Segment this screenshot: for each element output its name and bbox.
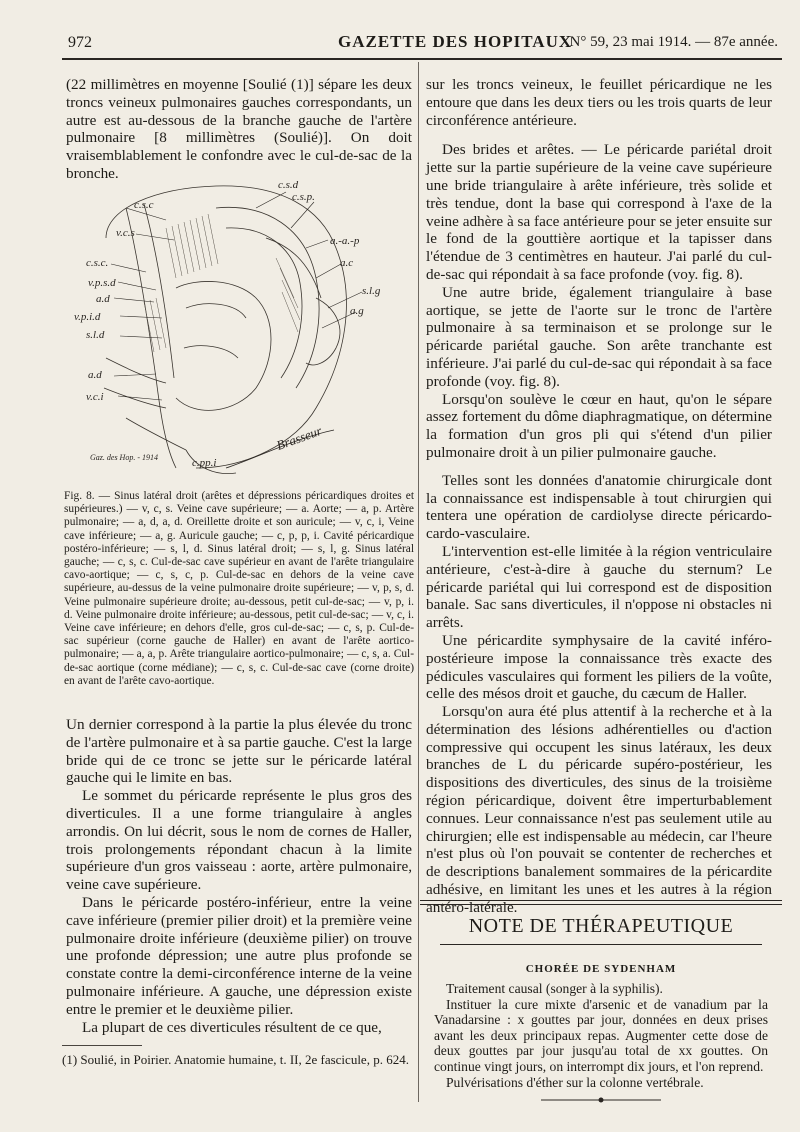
note-title: NOTE DE THÉRAPEUTIQUE xyxy=(468,915,734,937)
column-divider xyxy=(418,62,419,1102)
paragraph: Une autre bride, également triangulaire à base aortique, se jette de l'aorte sur le tronc de l'artère pulmonaire à sa terminaison et se prolonge sur le péricarde pariétal gauche. Son arête tranchante est inférieure. J'ai parlé du cul-de-sac qui répondait à sa face profonde (voy. fig. 8). xyxy=(426,283,772,390)
label-vpsd: v.p.s.d xyxy=(88,277,116,289)
end-ornament xyxy=(420,1096,782,1107)
left-top-paragraph xyxy=(66,76,412,183)
label-ad: a.d xyxy=(96,293,110,305)
paragraph: (22 millimètres en moyenne [Soulié (1)] sépare les deux troncs veineux pulmonaires gauches correspondants, un autre est au-dessous de la branche gauche de l'artère pulmonaire [8 millimètres (Soulié)]. On doit vraisemblablement le confondre avec le cul-de-sac de la bronche. xyxy=(66,76,412,182)
page-number: 972 xyxy=(68,34,92,51)
label-sld: s.l.d xyxy=(86,329,105,341)
right-column-text xyxy=(426,76,772,917)
header-rule xyxy=(62,58,782,60)
label-slg: s.l.g xyxy=(362,285,381,297)
label-ap: a.-a.-p xyxy=(330,235,360,247)
label-vpid: v.p.i.d xyxy=(74,311,101,323)
label-ac: a.c xyxy=(340,257,354,269)
paragraph: Lorsqu'on soulève le cœur en haut, qu'on le sépare assez fortement du dôme diaphragmatique, on détermine la formation d'un gros pli qui s'étend d'un pilier pulmonaire droit à un pilier pulmonaire gauche. xyxy=(426,390,772,461)
heart-illustration xyxy=(66,168,410,484)
label-vcs: v.c.s xyxy=(116,227,135,239)
figure-credit: Gaz. des Hop. - 1914 xyxy=(90,453,158,462)
label-cppi: c.pp.i xyxy=(192,457,217,469)
note-body xyxy=(434,981,768,1090)
label-ad2: a.d xyxy=(88,369,102,381)
paragraph: Telles sont les données d'anatomie chirurgicale dont la connaissance est indispensable à tout chirurgien qui tentera une opération de cardiolyse directe péricardo-cardo-vasculaire. xyxy=(426,471,772,543)
footnote-rule xyxy=(62,1045,142,1046)
paragraph: Le sommet du péricarde représente le plus gros des diverticules. Il a une forme triangulaire à angles arrondis. On lui décrit, sous le nom de cornes de Haller, trois prolongements répondant chacun à la limite supérieure d'un gros vaisseau : aorte, artère pulmonaire, veine cave supérieure. xyxy=(66,787,412,894)
paragraph: sur les troncs veineux, le feuillet péricardique ne les entoure que dans les deux tiers ou les trois quarts de leur circonférence antérieure. xyxy=(426,76,772,129)
journal-title: GAZETTE DES HOPITAUX xyxy=(338,32,573,51)
left-lower-text xyxy=(66,716,412,1036)
label-vci: v.c.i xyxy=(86,391,104,403)
artist-signature: Brasseur xyxy=(274,422,324,453)
note-top-rule xyxy=(420,900,782,905)
paragraph: Une péricardite symphysaire de la cavité inféro-postérieure impose la connaissance très exacte des pédicules vasculaires qui forment les piliers de la voûte, celle des mésos droit et gauche, du cæcum de Haller. xyxy=(426,631,772,703)
paragraph: L'intervention est-elle limitée à la région ventriculaire antérieure, c'est-à-dire à gauche du sternum? Le péricarde pariétal qui lui correspond est de disposition banale. Sac sans diverticules, il n'oppose ni obstacles ni arrêts. xyxy=(426,542,772,632)
therapeutic-note xyxy=(420,900,782,1107)
paragraph: Lorsqu'on aura été plus attentif à la recherche et à la détermination des lésions adhérentielles ou d'action compressive qui occupent les sinus latéraux, les deux branches de L du péricarde supéro-postérieur, les dispositions des diverticules, des sinus de la troisième région péricardique, doivent être imperturbablement connues. Leur connaissance n'est pas seulement utile au chirurgien; elle est indispensable au médecin, car l'heure n'est plus où l'on pouvait se contenter de recherches et de descriptions banalement sommaires de la péricardite adhésive, en limitant les unes et les autres à la région antéro-latérale. xyxy=(426,703,772,916)
note-subtitle: CHORÉE DE SYDENHAM xyxy=(525,963,677,975)
figure-caption: Fig. 8. — Sinus latéral droit (arêtes et dépressions péricardiques droites et supérieures.) — v, c, s. Veine cave supérieure; — a. Aorte; — a, p. Artère pulmonaire; — a, d, a, d. Oreillette droite et son auricule; — v, c, i, Veine cave inférieure; — a, g. Auricule gauche; — c, p, p, i. Cavité péricardique postéro-inférieure; — s, l, d. Sinus latéral droit; — s, l, g. Sinus latéral gauche; — c, s, c. Cul-de-sac cave supérieur en avant de l'arête triangulaire cavo-aortique; — c, s, c, p. Cul-de-sac en dehors de la veine cave supérieure, au-dessus de la veine pulmonaire droite supérieure; — v, p, s, d. Veine pulmonaire supérieure droite; au-dessous, petit cul-de-sac; — v, p, i. d. Veine pulmonaire droite inférieure; au-dessous, petit cul-de-sac; — v, c, i. Veine cave inférieure; en dehors d'elle, gros cul-de-sac; — c, s, p. Cul-de-sac supérieur (corne gauche de Haller) en avant de l'arête aortico-pulmonaire; — a, a, p. Arête triangulaire aortico-pulmonaire; — c, s, a. Cul-de-sac aortique (corne médiane); — c, s, c. Cul-de-sac cave (corne droite) en avant de l'arête cavo-aortique. xyxy=(64,490,414,687)
paragraph: La plupart de ces diverticules résultent de ce que, xyxy=(82,1018,382,1036)
note-line: Instituer la cure mixte d'arsenic et de vanadium par la Vanadarsine : x gouttes par jour, données en deux prises avant les deux principaux repas. Augmenter cette dose de deux gouttes par jour jusqu'au total de xx gouttes. On continue vingt jours, on interrompt dix jours, et l'on reprend. xyxy=(434,996,768,1074)
paragraph: Des brides et arêtes. — Le péricarde pariétal droit jette sur la partie supérieure de la veine cave supérieure une bride triangulaire à arête inférieure, très solide et très tendue, dont la base qui correspond à l'axe de la veine adhère à sa face antérieure pour se jeter ensuite sur le fond de la gouttière aortique et la tapisser dans l'étendue de 3 centimètres en hauteur. J'ai parlé du cul-de-sac qui répondait à sa face profonde (voy. fig. 8). xyxy=(426,141,772,283)
paragraph: Un dernier correspond à la partie la plus élevée du tronc de l'artère pulmonaire et à sa partie gauche. C'est la large bride qui de ce tronc se jette sur le péricarde latéral gauche qui le limite en bas. xyxy=(66,716,412,787)
title-underline xyxy=(440,944,762,945)
page-header xyxy=(68,30,778,60)
anatomy-figure xyxy=(66,168,410,484)
label-csc: c.s.c xyxy=(134,199,154,211)
note-line: Pulvérisations d'éther sur la colonne vertébrale. xyxy=(446,1074,704,1090)
note-line: Traitement causal (songer à la syphilis). xyxy=(446,981,663,996)
label-csc2: c.s.c. xyxy=(86,257,109,269)
footnote: (1) Soulié, in Poirier. Anatomie humaine, t. II, 2e fascicule, p. 624. xyxy=(62,1052,409,1067)
paragraph: Dans le péricarde postéro-inférieur, entre la veine cave inférieure (premier pilier droit) et la première veine pulmonaire droite inférieure (deuxième pilier) on trouve une profonde dépression; une autre plus profonde se constate contre la demi-circonférence interne de la veine pulmonaire inférieure. A gauche, une dépression existe entre le premier et le deuxième pilier. xyxy=(66,893,412,1018)
label-csp: c.s.p. xyxy=(292,191,315,203)
label-csd: c.s.d xyxy=(278,179,299,191)
label-ag: a.g xyxy=(350,305,364,317)
issue-info: N° 59, 23 mai 1914. — 87e année. xyxy=(569,34,778,50)
